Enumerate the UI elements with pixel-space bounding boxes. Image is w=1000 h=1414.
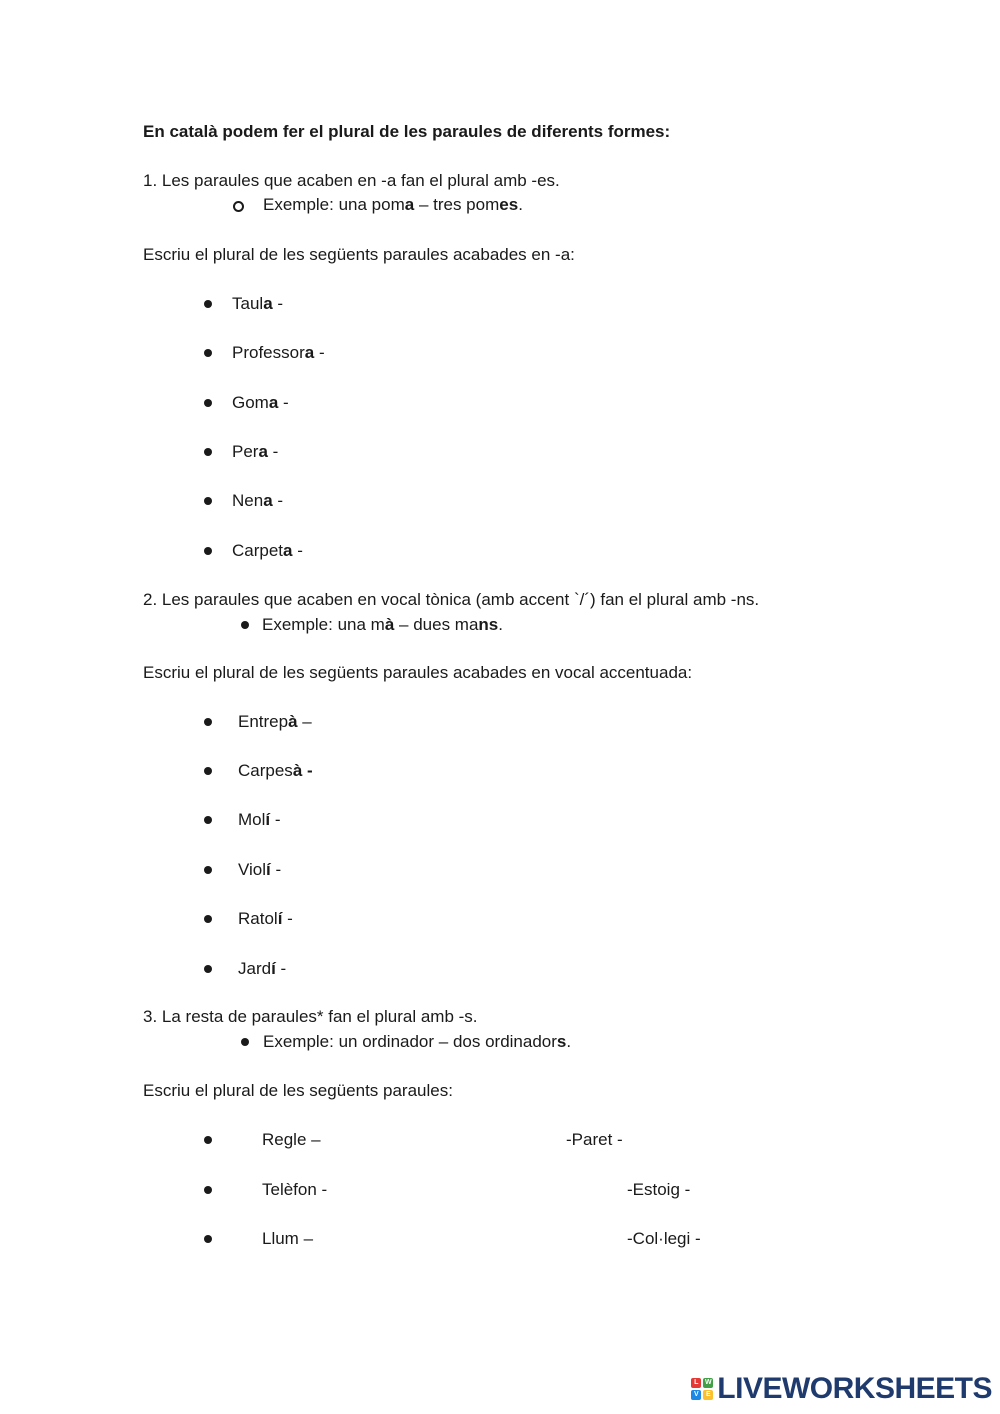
bullet-icon [204,300,212,308]
list-item[interactable]: Nena - [232,491,284,510]
bullet-icon [204,1186,212,1194]
list-item[interactable]: Professora - [232,343,325,362]
bullet-icon [204,399,212,407]
bullet-icon [204,448,212,456]
bullet-icon [204,915,212,923]
logo-tile: W [704,1379,712,1386]
logo-tiles-icon [691,1378,713,1400]
liveworksheets-logo [691,1372,992,1406]
bullet-icon [204,1136,212,1144]
list-item[interactable]: Carpesà - [238,761,313,780]
list-item-right[interactable]: -Estoig - [627,1180,691,1199]
bullet-icon [241,621,249,629]
bullet-icon [204,497,212,505]
rule-1: 1. Les paraules que acaben en -a fan el plural amb -es. [143,171,560,190]
list-item[interactable]: Jardí - [238,959,287,978]
rule-3: 3. La resta de paraules* fan el plural amb -s. [143,1007,478,1026]
bullet-icon [204,349,212,357]
list-item[interactable]: Goma - [232,393,289,412]
bullet-icon [204,816,212,824]
list-item[interactable]: Pera - [232,442,279,461]
instruction-2: Escriu el plural de les següents paraules acabades en vocal accentuada: [143,663,693,682]
list-item[interactable]: Ratolí - [238,909,293,928]
bullet-icon [204,965,212,973]
list-item-left[interactable]: Regle – [262,1130,321,1149]
list-item[interactable]: Taula - [232,294,284,313]
bullet-icon [204,1235,212,1243]
instruction-1: Escriu el plural de les següents paraules acabades en -a: [143,245,575,264]
bullet-icon [204,718,212,726]
bullet-icon [241,1038,249,1046]
list-item-right[interactable]: -Col·legi - [627,1229,701,1248]
logo-tile: E [703,1390,713,1400]
circle-bullet-icon [233,201,244,212]
bullet-icon [204,767,212,775]
list-item[interactable]: Violí - [238,860,282,879]
logo-tile: V [691,1390,701,1400]
bullet-icon [204,866,212,874]
example-3: Exemple: un ordinador – dos ordinadors. [263,1032,572,1051]
example-2: Exemple: una mà – dues mans. [262,615,503,634]
logo-text: LIVEWORKSHEETS [717,1372,992,1405]
bullet-icon [204,547,212,555]
example-1: Exemple: una poma – tres pomes. [263,195,523,214]
rule-2: 2. Les paraules que acaben en vocal tònica (amb accent `/´) fan el plural amb -ns. [143,590,760,609]
list-item[interactable]: Molí - [238,810,281,829]
logo-tile: L [691,1378,701,1388]
list-item-left[interactable]: Telèfon - [262,1180,328,1199]
list-item[interactable]: Carpeta - [232,541,303,560]
page-title: En català podem fer el plural de les paraules de diferents formes: [143,122,671,141]
list-item[interactable]: Entrepà – [238,712,312,731]
list-item-left[interactable]: Llum – [262,1229,314,1248]
instruction-3: Escriu el plural de les següents paraules: [143,1081,453,1100]
list-item-right[interactable]: -Paret - [566,1130,623,1149]
